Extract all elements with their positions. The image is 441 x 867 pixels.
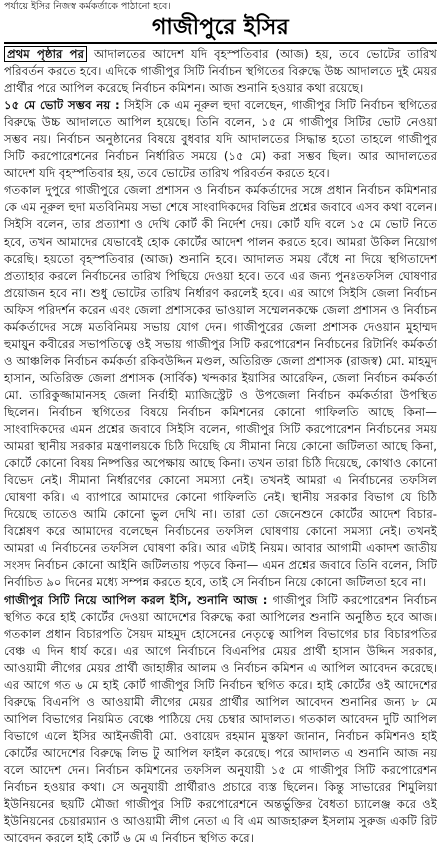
- paragraph-text: গাজীপুর সিটি করপোরেশন নির্বাচন স্থগিত করে হাই কোর্টের দেওয়া আদেশের বিরুদ্ধে করা আপিলের শুনানি অনুষ্ঠিত হবে আজ। গতকাল প্রধান বিচারপতি সৈয়দ মাহমুদ হোসেনের নেতৃত্বে আপিল বিভাগের চার বিচারপতির বেঞ্চ এ দিন ধার্য করে। এর আগে নির্বাচনে বিএনপির মেয়র প্রার্থী হাসান উদ্দিন সরকার, আওয়ামী লীগের মেয়র প্রার্থী জাহাঙ্গীর আলম ও নির্বাচন কমিশন এ আপিল আবেদন করেছে। এর আগে গত ৬ মে হাই কোর্ট গাজীপুর সিটি নির্বাচন স্থগিত করে। হাই কোর্টের ওই আদেশের বিরুদ্ধে বিএনপি ও আওয়ামী লীগের মেয়র প্রার্থীর আপিল আবেদন শুনানির জন্য ৮ মে আপিল বিভাগের নিয়মিত বেঞ্চে পাঠিয়ে দেয় চেম্বার আদালত। গতকাল আবেদন দুটি আপিল বিভাগে এলে ইসির আইনজীবী মো. ওবায়েদ রহমান মুস্তফা জানান, নির্বাচন কমিশনও হাই কোর্টের আদেশের বিরুদ্ধে লিভ টু আপিল ফাইল করেছে। পরে আদালত এ শুনানি আজ নয় বলে আদেশ দেন। নির্বাচন কমিশনের তফসিল অনুযায়ী ১৫ মে গাজীপুর সিটি করপোরেশন নির্বাচন হওয়ার কথা। সে অনুযায়ী প্রার্থীরাও প্রচারে ব্যস্ত ছিলেন। কিন্তু সাভারের শিমুলিয়া ইউনিয়নের ছয়টি মৌজা গাজীপুর সিটি করপোরেশনে অন্তর্ভুক্তির বৈধতা চ্যালেঞ্জ করে ওই ইউনিয়নের চেয়ারম্যান ও আওয়ামী লীগ নেতা এ বি এম আজহারুল ইসলাম সুরুজ একটি রিট আবেদন করলে হাই কোর্ট ৬ মে এ নির্বাচন স্থগিত করে।: [4, 592, 437, 846]
- headline-divider: [4, 42, 437, 44]
- subheading: গাজীপুর সিটি নিয়ে আপিল করল ইসি, শুনানি আজ :: [4, 592, 268, 607]
- article-paragraph: [4, 182, 437, 591]
- article-paragraph: [4, 97, 437, 182]
- continuation-label: প্রথম পৃষ্ঠার পর: [4, 46, 87, 62]
- paragraph-text: আদালতের আদেশ যদি বৃহস্পতিবার (আজ) হয়, তবে ভোটের তারিখ পরিবর্তন করতে হবে। এদিকে গাজীপুর সিটি নির্বাচন স্থগিতের বিরুদ্ধে উচ্চ আদালতে দুই মেয়র প্রার্থীর পরে আপিল করেছে নির্বাচন কমিশন। আজ শুনানি হওয়ার কথা রয়েছে।: [4, 47, 437, 96]
- paragraph-text: সিইসি কে এম নূরুল হুদা বলেছেন, গাজীপুর সিটি নির্বাচন স্থগিতের বিরুদ্ধে উচ্চ আদালতে আপিল হয়েছে। তিনি বলেন, ১৫ মে গাজীপুর সিটির ভোট নেওয়া সম্ভব নয়। নির্বাচন অনুষ্ঠানের বিষয়ে বুধবার যদি আদালতের সিদ্ধান্ত হতো তাহলে গাজীপুর সিটি করপোরেশনের নির্বাচন নির্ধারিত সময়ে (১৫ মে) করা সম্ভব ছিল। আর আদালতের আদেশ যদি বৃহস্পতিবার হয়, তবে ভোটের তারিখ পরিবর্তন করতে হবে।: [4, 98, 437, 181]
- article-paragraph: [4, 592, 437, 848]
- article-headline: গাজীপুরে ইসির: [151, 15, 290, 40]
- article-body: [4, 46, 437, 847]
- subheading: ১৫ মে ভোট সম্ভব নয় :: [4, 98, 120, 113]
- article-paragraph: [4, 46, 437, 97]
- previous-article-tail: পর্যায়ে ইসির নিজস্ব কর্মকর্তাকে পাঠানো হবে।: [4, 1, 171, 12]
- paragraph-text: গতকাল দুপুরে গাজীপুরে জেলা প্রশাসন ও নির্বাচন কর্মকর্তাদের সঙ্গে প্রধান নির্বাচন কমিশনার কে এম নূরুল হুদা মতবিনিময় সভা শেষে সাংবাদিকদের বিভিন্ন প্রশ্নের জবাবে এসব কথা বলেন। সিইসি বলেন, তার প্রত্যাশা ও দেখি কোর্ট কী নির্দেশ দেয়। কোর্ট যদি বলে ১৫ মে ভোট নিতে হবে, তখন আমাদের যেভাবেই হোক কোর্টের আদেশ পালন করতে হবে। আমরা উকিল নিয়োগ করেছি। হয়তো বৃহস্পতিবার (আজ) শুনানি হবে। আদালত সময় বেঁধে না দিয়ে স্থগিতাদেশ প্রত্যাহার করলে নির্বাচনের তারিখ পিছিয়ে দেওয়া হবে। তবে এর জন্য পুনঃতফসিল ঘোষণার প্রয়োজন হবে না। শুধু ভোটের তারিখ নির্ধারণ করলেই হবে। এর আগে সিইসি জেলা নির্বাচন অফিস পরিদর্শন করেন এবং জেলা প্রশাসকের ভাওয়াল সম্মেলনকক্ষে জেলা প্রশাসন ও নির্বাচন কর্মকর্তাদের সঙ্গে মতবিনিময় সভায় যোগ দেন। গাজীপুরের জেলা প্রশাসক দেওয়ান মুহাম্মদ হুমায়ুন কবীরের সভাপতিত্বে ওই সভায় গাজীপুর সিটি করপোরেশন নির্বাচনের রিটার্নিং কর্মকর্তা ও আঞ্চলিক নির্বাচন কর্মকর্তা রকিবউদ্দিন মণ্ডল, অতিরিক্ত জেলা প্রশাসক (রাজস্ব) মো. মাহমুদ হাসান, অতিরিক্ত জেলা প্রশাসক (সার্বিক) খন্দকার ইয়াসির আরেফিন, জেলা নির্বাচন কর্মকর্তা মো. তারিকুজ্জামানসহ জেলা নির্বাহী ম্যাজিস্ট্রেট ও উপজেলা নির্বাচন কর্মকর্তারা উপস্থিত ছিলেন। নির্বাচন স্থগিতের বিষয়ে নির্বাচন কমিশনের কোনো গাফিলতি আছে কিনা— সাংবাদিকদের এমন প্রশ্নের জবাবে সিইসি বলেন, গাজীপুর সিটি করপোরেশন নির্বাচনের সময় আমরা স্থানীয় সরকার মন্ত্রণালয়কে চিঠি দিয়েছি যে সীমানা নিয়ে কোনো জটিলতা আছে কিনা, কোর্টে কোনো বিষয় নিষ্পত্তির অপেক্ষায় আছে কিনা। তখন তারা চিঠি দিয়েছে, কোথাও কোনো বিভেদ নেই। সীমানা নির্ধারণের কোনো সমস্যা নেই। তখনই আমরা এ নির্বাচনের তফসিল ঘোষণা করি। এ ব্যাপারে আমাদের কোনো গাফিলতি নেই। স্থানীয় সরকার বিভাগ যে চিঠি দিয়েছে তাতেও আমি কোনো ভুল দেখি না। তারা তো জেনেশুনে কোর্টের আদেশ বিচার-বিশ্লেষণ করে আমাদের বলেছেন নির্বাচনের তফসিল ঘোষণায় কোনো সমস্যা নেই। তখনই আমরা এ নির্বাচনের তফসিল ঘোষণা করি। আর এটাই নিয়ম। আবার আগামী একাদশ জাতীয় সংসদ নির্বাচন কোনো আইনি জটিলতায় পড়বে কিনা— এমন প্রশ্নের জবাবে তিনি বলেন, সিটি নির্বাচিত ৯০ দিনের মধ্যে সম্পন্ন করতে হবে, তাই সে নির্বাচন নিয়ে কোনো জটিলতা হবে না।: [4, 183, 438, 590]
